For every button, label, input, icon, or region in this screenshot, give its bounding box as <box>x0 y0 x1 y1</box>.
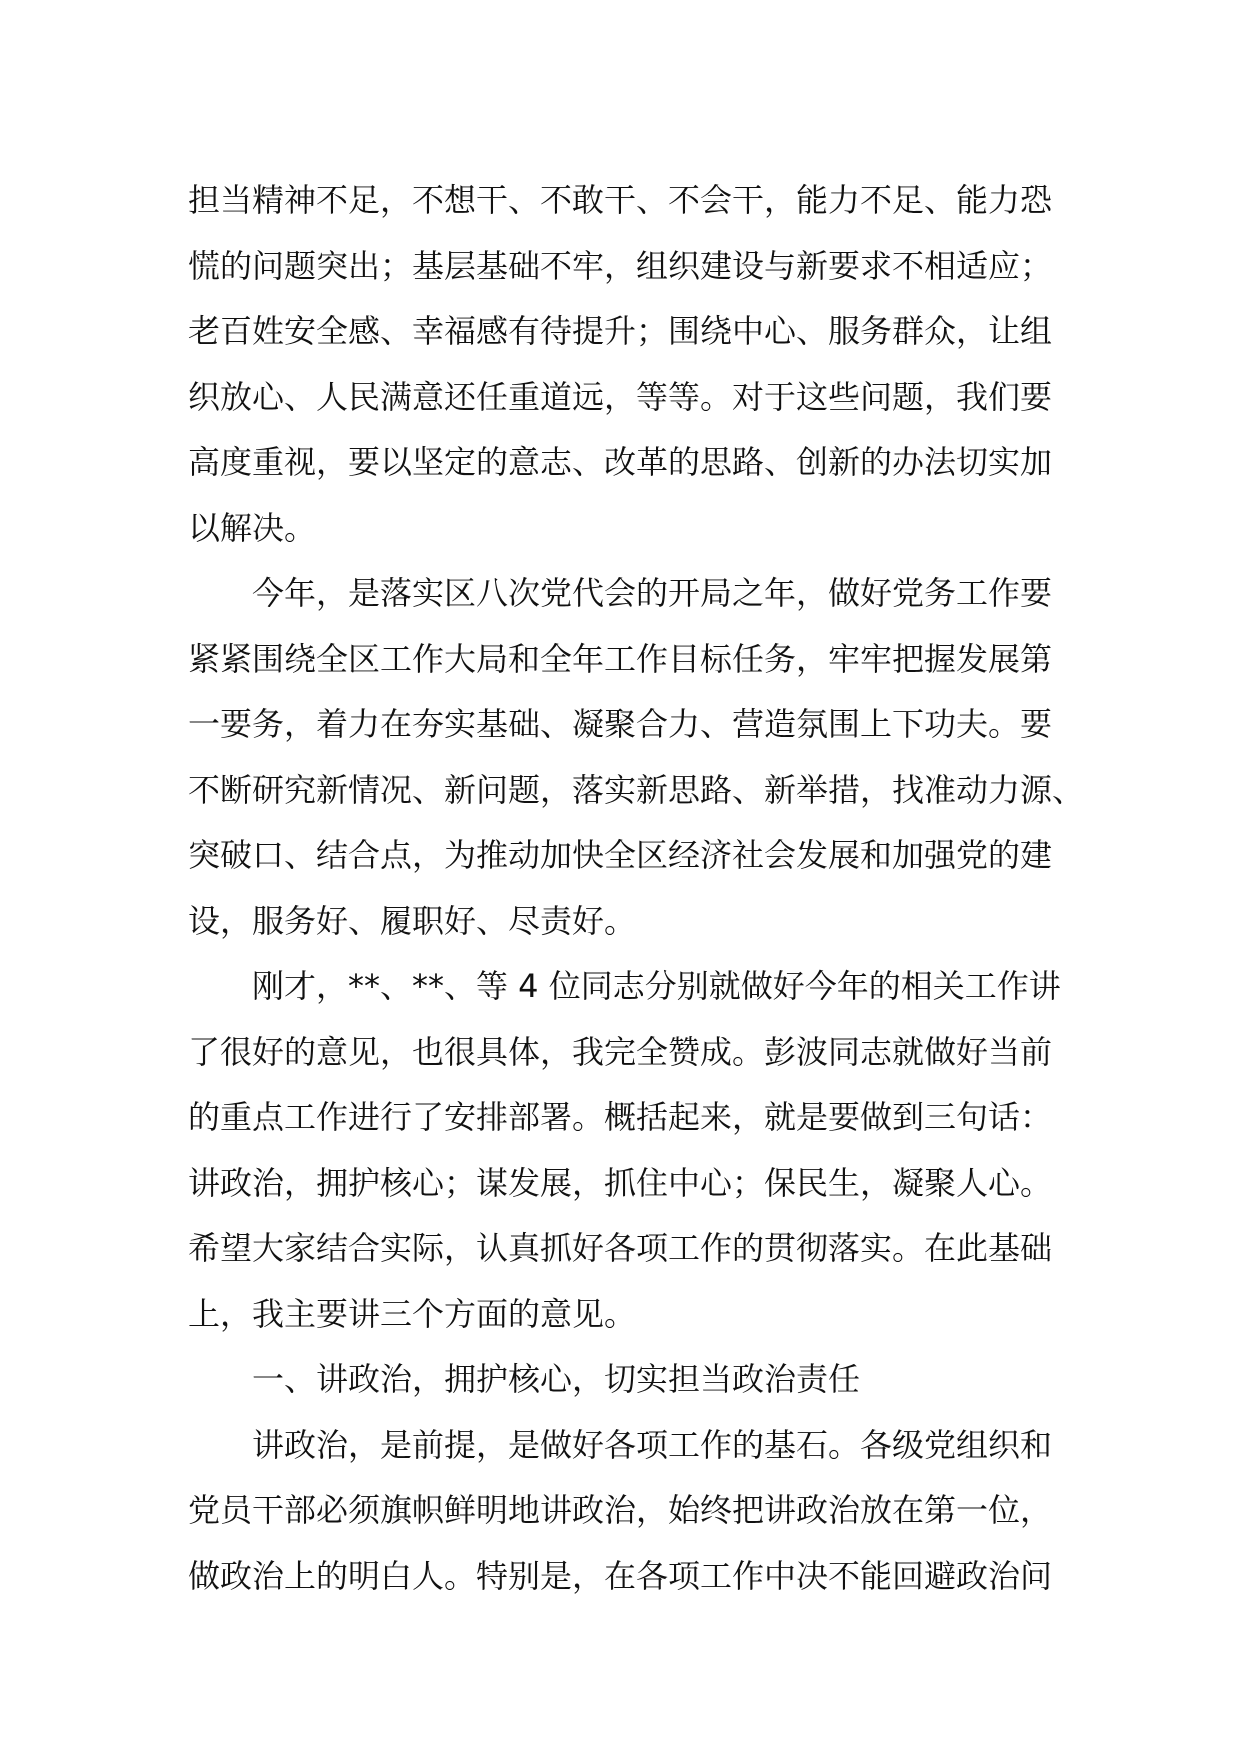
text-line-5: 高度重视，要以坚定的意志、改革的思路、创新的办法切实加 <box>188 443 1053 481</box>
section-heading-1: 一、讲政治，拥护核心，切实担当政治责任 <box>252 1360 861 1398</box>
text-line-10: 不断研究新情况、新问题，落实新思路、新举措，找准动力源、 <box>188 770 1085 809</box>
text-line-11: 突破口、结合点，为推动加快全区经济社会发展和加强党的建 <box>188 836 1053 874</box>
text-line-13: 刚才，**、**、等 4 位同志分别就做好今年的相关工作讲 <box>252 967 1061 1005</box>
text-line-14: 了很好的意见，也很具体，我完全赞成。彭波同志就做好当前 <box>188 1032 1053 1071</box>
text-line-17: 希望大家结合实际，认真抓好各项工作的贯彻落实。在此基础 <box>188 1229 1053 1267</box>
document-body <box>188 168 1088 1609</box>
text-line-2: 慌的问题突出；基层基础不牢，组织建设与新要求不相适应； <box>188 246 1053 285</box>
text-line-18: 上，我主要讲三个方面的意见。 <box>188 1294 637 1333</box>
text-line-21: 党员干部必须旗帜鲜明地讲政治，始终把讲政治放在第一位， <box>188 1491 1053 1529</box>
text-line-1: 担当精神不足，不想干、不敢干、不会干，能力不足、能力恐 <box>188 181 1053 219</box>
text-line-15: 的重点工作进行了安排部署。概括起来，就是要做到三句话： <box>188 1098 1053 1136</box>
text-line-8: 紧紧围绕全区工作大局和全年工作目标任务，牢牢把握发展第 <box>188 639 1053 678</box>
text-line-7: 今年，是落实区八次党代会的开局之年，做好党务工作要 <box>252 574 1053 612</box>
text-line-16: 讲政治，拥护核心；谋发展，抓住中心；保民生，凝聚人心。 <box>188 1163 1053 1202</box>
text-line-4: 织放心、人民满意还任重道远，等等。对于这些问题，我们要 <box>188 377 1053 416</box>
text-line-6: 以解决。 <box>188 508 317 547</box>
text-line-20: 讲政治，是前提，是做好各项工作的基石。各级党组织和 <box>252 1425 1053 1464</box>
text-line-12: 设，服务好、履职好、尽责好。 <box>188 901 637 940</box>
text-line-9: 一要务，着力在夯实基础、凝聚合力、营造氛围上下功夫。要 <box>188 705 1053 743</box>
text-line-3: 老百姓安全感、幸福感有待提升；围绕中心、服务群众，让组 <box>188 312 1053 350</box>
text-line-22: 做政治上的明白人。特别是，在各项工作中决不能回避政治问 <box>188 1556 1053 1595</box>
